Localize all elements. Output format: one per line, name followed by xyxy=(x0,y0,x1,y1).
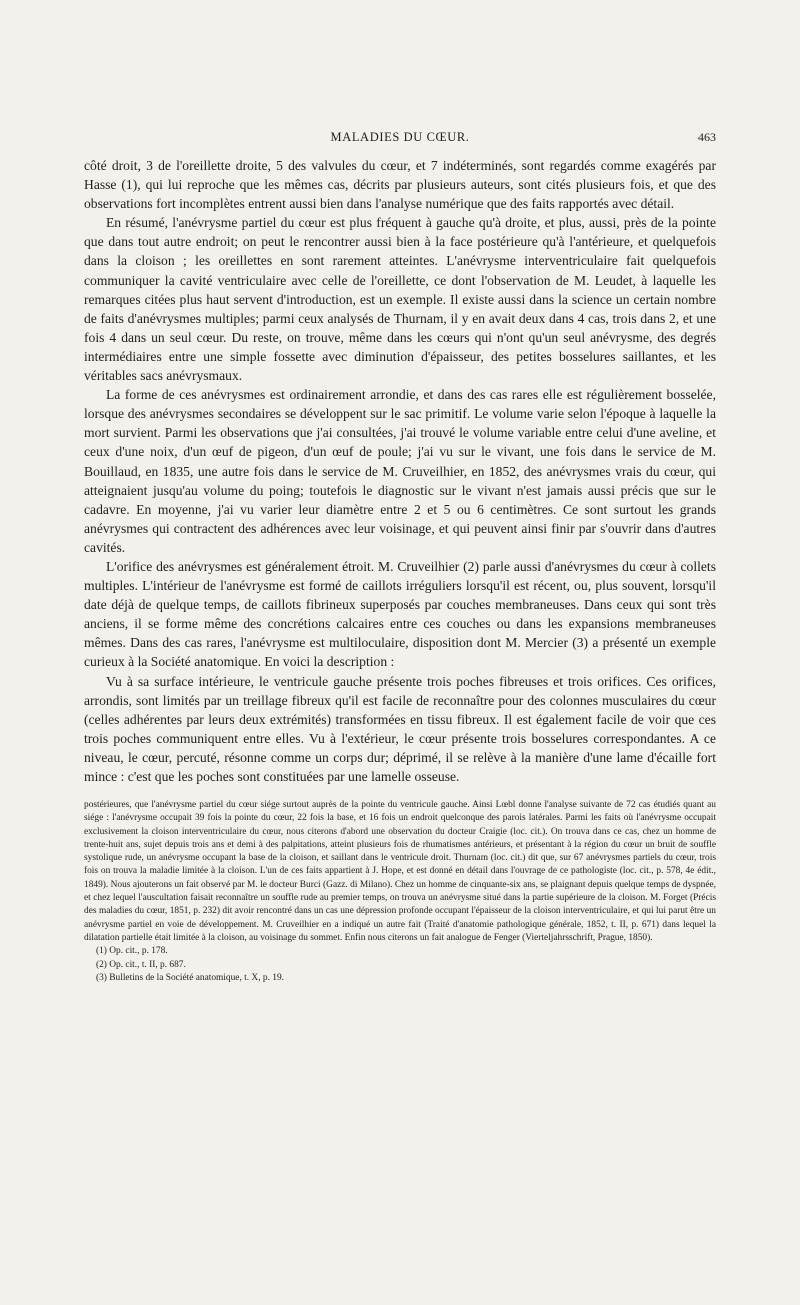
footnote-3: (3) Bulletins de la Société anatomique, t. X, p. 19. xyxy=(96,972,284,983)
running-title: MALADIES DU CŒUR. xyxy=(330,130,470,144)
paragraph: côté droit, 3 de l'oreillette droite, 5 des valvules du cœur, et 7 indéterminés, sont regardés comme exagérés par Hasse (1), qui lui reproche que les mêmes cas, décrits par plusieurs auteurs, sont cités plusieurs fois, et que des observations fort incomplètes entrent aussi bien dans l'analyse numérique que des faits rapportés avec détail. xyxy=(84,158,716,212)
running-header xyxy=(84,128,716,148)
footnote-continuation: postérieures, que l'anévrysme partiel du cœur siége surtout auprès de la pointe du ventricule gauche. Ainsi Lœbl donne l'analyse suivante de 72 cas étudiés quant au siége : l'anévrysme occupait 39 fois la pointe du cœur, 22 fois la base, et 16 fois un endroit quelconque des parois latérales. Parmi les faits où l'anévrysme occupait exclusivement la cloison interventriculaire du cœur, nous citerons d'abord une observation du docteur Craigie (loc. cit.). On trouva dans ce cas, chez un homme de trente-huit ans, sujet depuis trois ans et demi à des palpitations, atteint plusieurs fois de rhumatismes antérieurs, et présentant à la région du cœur un bruit de souffle systolique rude, un anévrysme occupant la base de la cloison, et saillant dans le ventricule droit. Thurnam (loc. cit.) dit que, sur 67 anévrysmes partiels du cœur, trois fois on trouva la maladie limitée à la cloison. L'un de ces faits appartient à J. Hope, et est donné en détail dans l'ouvrage de ce pathologiste (loc. cit., p. 578, 4e édit., 1849). Nous ajouterons un fait observé par M. le docteur Burci (Gazz. di Milano). Chez un homme de cinquante-six ans, se plaignant depuis quelque temps de dyspnée, et chez lequel l'auscultation faisait reconnaître un souffle rude au premier temps, on trouva un anévrysme situé dans la partie supérieure de la cloison. M. Forget (Précis des maladies du cœur, 1851, p. 232) dit avoir rencontré dans un cas une dépression profonde occupant l'épaisseur de la cloison interventriculaire, et qui lui parut être un anévrysme partiel en voie de développement. M. Cruveilhier en a indiqué un autre fait (Traité d'anatomie pathologique générale, 1852, t. II, p. 671) dans lequel la dilatation partielle était limitée à la cloison, au voisinage du sommet. Enfin nous citerons un fait analogue de Fenger (Vierteljahrsschrift, Prague, 1850). xyxy=(84,800,716,943)
paragraph: La forme de ces anévrysmes est ordinairement arrondie, et dans des cas rares elle est régulièrement bosselée, lorsque des anévrysmes secondaires se développent sur le sac primitif. Le volume varie selon l'époque à laquelle la mort survient. Parmi les observations que j'ai consultées, j'ai trouvé le volume variable entre celui d'une aveline, et ceux d'une noix, d'un œuf de pigeon, d'un œuf de poule; j'ai vu sur le vivant, une fois dans le service de M. Bouillaud, en 1835, une autre fois dans le service de M. Cruveilhier, en 1852, des anévrysmes vrais du cœur, qui atteignaient jusqu'au volume du poing; toutefois le diagnostic sur le vivant n'est jamais aussi précis que sur le cadavre. En moyenne, j'ai vu varier leur diamètre entre 2 et 5 ou 6 centimètres. Ce sont surtout les grands anévrysmes qui contractent des adhérences avec leur voisinage, et qui peuvent ainsi finir par s'ouvrir dans d'autres cavités. xyxy=(84,387,716,555)
paragraph: L'orifice des anévrysmes est généralement étroit. M. Cruveilhier (2) parle aussi d'anévrysmes du cœur à collets multiples. L'intérieur de l'anévrysme est formé de caillots irréguliers lorsqu'il est récent, ou, plus souvent, lorsqu'il date déjà de quelque temps, de caillots fibrineux superposés par couches membraneuses. Dans ceux qui sont très anciens, il se forme même des concrétions calcaires entre ces couches ou dans les expansions membraneuses mêmes. Dans des cas rares, l'anévrysme est multiloculaire, disposition dont M. Mercier (3) a présenté un exemple curieux à la Société anatomique. En voici la description : xyxy=(84,558,716,670)
main-text xyxy=(84,156,716,786)
footnotes xyxy=(84,799,716,985)
paragraph: En résumé, l'anévrysme partiel du cœur est plus fréquent à gauche qu'à droite, et plus, aussi, près de la pointe que dans tout autre endroit; on peut le rencontrer aussi bien à la face postérieure qu'à l'antérieure, et quelquefois dans la cloison ; les oreillettes en sont rarement atteintes. L'anévrysme interventriculaire fait quelquefois communiquer la cavité ventriculaire avec celle de l'oreillette, ce dont l'observation de M. Leudet, à laquelle les remarques citées plus haut servent d'introduction, est un exemple. Il existe aussi dans la science un certain nombre de faits d'anévrysmes multiples; parmi ceux analysés de Thurnam, il y en avait deux dans 4 cas, trois dans 2, et une fois 4 dans un seul cœur. Du reste, on trouve, même dans les cœurs qui n'ont qu'un seul anévrysme, des degrés intermédiaires entre une simple fossette avec diminution d'épaisseur, des petites bosselures saillantes, et les véritables sacs anévrysmaux. xyxy=(84,215,716,384)
page-number: 463 xyxy=(698,130,716,144)
paragraph: Vu à sa surface intérieure, le ventricule gauche présente trois poches fibreuses et trois orifices. Ces orifices, arrondis, sont limités par un treillage fibreux qu'il est facile de reconnaître pour des colonnes musculaires du cœur (celles adhérentes par leurs deux extrémités) transformées en tissu fibreux. Il est également facile de voir que ces trois poches communiquent entre elles. Vu à l'extérieur, le cœur présente trois bosselures correspondantes. A ce niveau, le cœur, percuté, résonne comme un corps dur; déprimé, il se relève à la manière d'une lame d'écaille fort mince : c'est que les poches sont constituées par une lamelle osseuse. xyxy=(84,673,716,784)
footnote-2: (2) Op. cit., t. II, p. 687. xyxy=(96,959,186,970)
footnote-1: (1) Op. cit., p. 178. xyxy=(96,946,168,957)
